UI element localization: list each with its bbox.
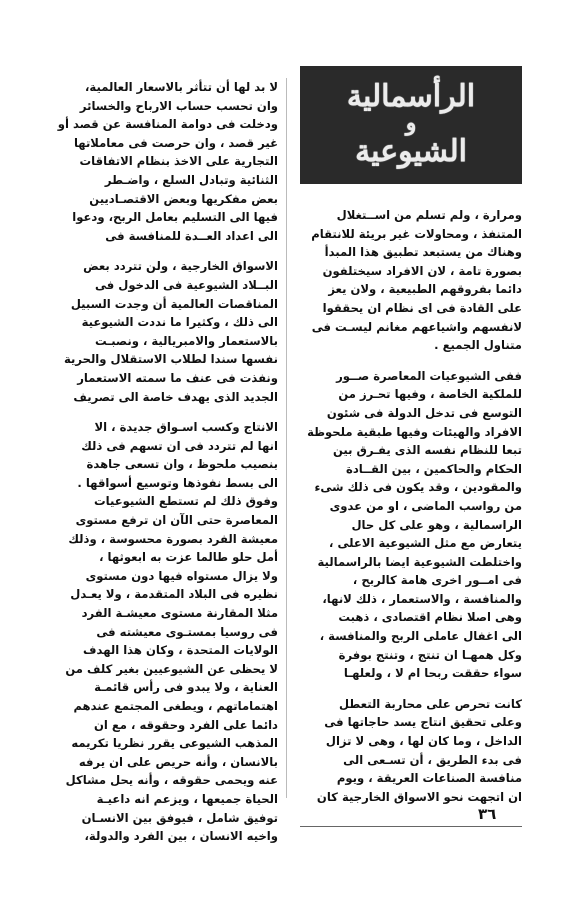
text-line: ففى الشيوعيات المعاصرة صــور (336, 368, 522, 383)
text-line: فيها الى التسليم بعامل الربح، ودعوا (72, 210, 278, 225)
text-line: انها لم تتردد فى ان تسهم فى ذلك (81, 438, 278, 453)
left-text-column (50, 78, 278, 846)
text-line: مثلا المقارنة مستوى معيشـة الفرد (81, 606, 278, 621)
text-line: وعلى تحقيق انتاج يسد حاجاتها فى (324, 715, 522, 730)
paragraph-gap (50, 406, 278, 418)
text-line: غير قصد ، وان حرصت فى معاملاتها (73, 135, 278, 150)
page-number: ٣٦ (478, 805, 497, 823)
text-line: بالاستعمار والامبريالية ، ونصبـت (94, 333, 278, 348)
text-line: العناية ، ولا يبدو فى رأس قائمـة (94, 680, 278, 695)
article-title-box (300, 66, 522, 184)
text-line: الولايات المتحدة ، وكان هذا الهدف (83, 643, 278, 658)
text-line: فى بدء الطريق ، أن تسـعى الى (343, 752, 522, 767)
text-line: وهى اصلا نظام اقتصادى ، ذهبت (338, 610, 522, 625)
right-text-column (296, 206, 522, 806)
article-title-line-1: الرأسمالية (346, 78, 476, 114)
text-line: الداخل ، وما كان لها ، وهى لا تزال (325, 734, 522, 749)
text-line: الراسمالية ، وهو على كل حال (351, 517, 522, 532)
text-line: الانتاج وكسب اسـواق جديدة ، الا (94, 420, 278, 435)
text-line: دائما على الفرد وحقوقه ، مع ان (93, 717, 278, 732)
text-line: البــلاد الشيوعية فى الدخول فى (94, 277, 278, 292)
text-line: اهتماماتهم ، ويطغى المجتمع عندهم (73, 699, 278, 713)
text-line: وفوق ذلك لم تستطع الشيوعيات (94, 494, 278, 509)
text-line: الحكام والحاكمين ، بين القــادة (345, 461, 522, 476)
text-line: الافراد والهيئات وفيها طبقية ملحوظة (307, 424, 522, 439)
text-line: ولا يزال مستواه فيها دون مستوى (85, 568, 278, 583)
text-line: التوسع فى تدخل الدولة فى شئون (326, 405, 522, 420)
text-line: أمل حلو طالما عزت به ابعوثها ، (99, 550, 278, 565)
paragraph-gap (296, 683, 522, 695)
text-line: نفسها سندا لطلاب الاستقلال والحرية (64, 352, 278, 367)
text-line: ودخلت فى دوامة المنافسة عن قصد أو (57, 117, 278, 132)
text-line: بصورة تامة ، لان الافراد سيختلفون (322, 263, 522, 278)
text-line: واختلطت الشيوعية ايضا بالراسمالية (317, 554, 522, 569)
text-line: تبعا للنظام نفسه الذى يفـرق بين (332, 443, 522, 458)
text-line: واخيه الانسان ، بين الفرد والدولة، (84, 829, 278, 844)
text-line: ان اتجهت نحو الاسواق الخارجية كان (316, 789, 522, 804)
text-line: عنه ويحمى حقوقه ، وأنه يحل مشاكل (65, 773, 278, 788)
text-line: وهناك من يستبعد تطبيق هذا المبدأ (324, 245, 522, 260)
text-line: متناول الجميع . (434, 338, 522, 353)
text-line: المتنفذ ، ومحاولات غير بريئة للانتقام (311, 226, 522, 241)
text-line: الاسواق الخارجية ، ولن تتردد بعض (83, 259, 278, 274)
text-line: سواء حققت ربحا ام لا ، ولعلهـا (343, 666, 522, 681)
text-line: دائما بفروقهم الطبيعية ، ولان يعز (328, 282, 522, 297)
text-line: الى اغفال عاملى الربح والمنافسة ، (319, 629, 522, 644)
text-line: معيشة الفرد بصورة محسوسة ، وذلك (68, 531, 278, 546)
text-line: المذهب الشيوعى يقرر نظريا تكريمه (71, 736, 278, 751)
text-line: منافسة الصناعات العريقة ، ويوم (336, 771, 522, 786)
paragraph-gap (50, 245, 278, 257)
text-line: كانت تحرص على محاربة التعطل (339, 696, 522, 711)
text-line: فى روسيا بمستـوى معيشته فى (96, 624, 278, 639)
text-line: نظيره فى البلاد المتقدمة ، ولا يعـدل (70, 587, 278, 602)
text-line: وكل همهـا ان تنتج ، وتنتج بوفرة (338, 647, 522, 662)
article-title-line-2: و (405, 110, 417, 137)
text-line: ومرارة ، ولم تسلم من اســتغلال (336, 208, 522, 222)
text-line: التجارية على الاخذ بنظام الاتفاقات (79, 154, 278, 169)
text-line: بعض مفكريها وبعض الاقتصـاديين (89, 191, 278, 206)
text-line: فى امــور اخرى هامة كالربح ، (352, 573, 522, 588)
text-line: على القادة فى اى نظام ان يحققوا (322, 300, 522, 315)
text-line: للملكية الخاصة ، وفيها تحـرز من (338, 387, 522, 402)
paragraph-gap (296, 355, 522, 367)
text-line: الى بسط نفوذها وتوسيع أسواقها . (77, 475, 278, 490)
text-line: المعاصرة حتى الآن ان ترفع مستوى (75, 513, 278, 528)
text-line: الحياة جميعها ، ويزعم انه داعيـة (96, 791, 278, 806)
text-line: بنصيب ملحوظ ، وان تسعى جاهدة (86, 457, 278, 472)
text-line: من رواسب الماضى ، او من عدوى (329, 498, 522, 513)
text-line: توفيق شامل ، فيوفق بين الانسـان (81, 810, 278, 825)
text-line: الى اعداد العــدة للمنافسة فى (105, 228, 278, 243)
text-line: الى ذلك ، وكثيرا ما نددت الشيوعية (81, 315, 278, 330)
text-line: المناقصات العالمية أن وجدت السبيل (70, 296, 278, 311)
article-title (310, 76, 512, 172)
text-line: والمقودين ، وقد يكون فى ذلك شىء (314, 480, 522, 495)
text-line: الثنائية وتبادل السلع ، واضـطر (104, 172, 278, 187)
text-line: والمنافسة ، والاستعمار ، ذلك لانها، (322, 591, 522, 606)
text-line: بالانسان ، وأنه حريص على ان يرفه (78, 754, 278, 769)
text-line: لا بد لها أن تتأثر بالاسعار العالمية، (85, 80, 278, 94)
text-line: لانفسهم واشياعهم مغانم ليسـت فى (311, 319, 522, 334)
text-line: وان تحسب حساب الارباح والخسائر (79, 98, 278, 113)
text-line: ونفذت فى عنف ما سمته الاستعمار (77, 370, 278, 385)
text-line: لا يحظى عن الشيوعيين بغير كلف من (65, 661, 278, 676)
footer-rule (300, 826, 522, 827)
column-divider (286, 78, 287, 798)
text-line: يتعارض مع مثل الشيوعية الاعلى ، (329, 536, 522, 551)
text-line: الجديد الذى يهدف خاصة الى تصريف (73, 389, 278, 404)
article-title-line-3: الشيوعية (355, 133, 467, 169)
